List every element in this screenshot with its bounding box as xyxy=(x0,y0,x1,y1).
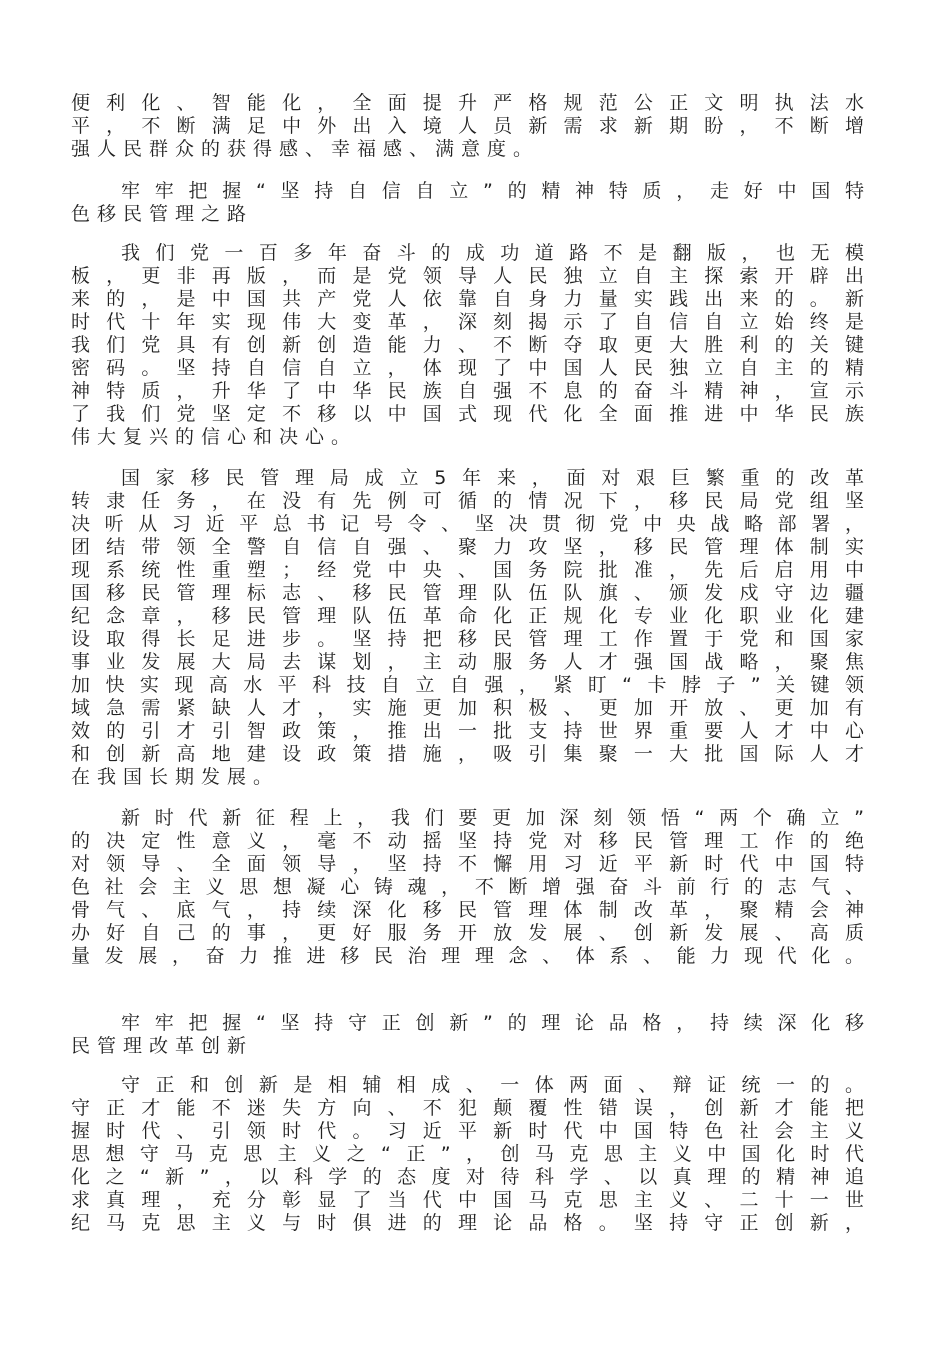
text-line: 求真理，充分彰显了当代中国马克思主义、二十一世 xyxy=(71,1189,871,1211)
text-line: 现系统性重塑；经党中央、国务院批准，先后启用中 xyxy=(71,559,871,581)
text-line: 握时代、引领时代。习近平新时代中国特色社会主义 xyxy=(71,1120,871,1142)
text-line: 了我们党坚定不移以中国式现代化全面推进中华民族 xyxy=(71,403,871,425)
section-heading-line: 民管理改革创新 xyxy=(71,1035,254,1057)
document-page xyxy=(71,92,871,1292)
text-line: 色社会主义思想凝心铸魂，不断增强奋斗前行的志气、 xyxy=(71,876,871,898)
text-line: 纪念章，移民管理队伍革命化正规化专业化职业化建 xyxy=(71,605,871,627)
text-line: 密码。坚持自信自立，体现了中国人民独立自主的精 xyxy=(71,357,871,379)
text-line: 事业发展大局去谋划，主动服务人才强国战略，聚焦 xyxy=(71,651,871,673)
text-line: 对领导、全面领导，坚持不懈用习近平新时代中国特 xyxy=(71,853,871,875)
text-line: 伟大复兴的信心和决心。 xyxy=(71,426,358,448)
text-line: 我们党具有创新创造能力、不断夺取更大胜利的关键 xyxy=(71,334,871,356)
text-line: 国家移民管理局成立5年来，面对艰巨繁重的改革 xyxy=(121,467,871,489)
text-line: 我们党一百多年奋斗的成功道路不是翻版，也无模 xyxy=(121,242,871,264)
text-line: 加快实现高水平科技自立自强，紧盯“卡脖子”关键领 xyxy=(71,674,871,696)
text-line: 和创新高地建设政策措施，吸引集聚一大批国际人才 xyxy=(71,743,871,765)
text-line: 时代十年实现伟大变革，深刻揭示了自信自立始终是 xyxy=(71,311,871,333)
text-line: 域急需紧缺人才，实施更加积极、更加开放、更加有 xyxy=(71,697,871,719)
text-line: 办好自己的事，更好服务开放发展、创新发展、高质 xyxy=(71,922,871,944)
text-line: 平，不断满足中外出入境人员新需求新期盼，不断增 xyxy=(71,115,871,137)
text-line: 在我国长期发展。 xyxy=(71,766,280,788)
section-heading-line: 牢牢把握“坚持自信自立”的精神特质，走好中国特 xyxy=(121,180,871,202)
text-line: 转隶任务，在没有先例可循的情况下，移民局党组坚 xyxy=(71,490,871,512)
text-line: 神特质，升华了中华民族自强不息的奋斗精神，宣示 xyxy=(71,380,871,402)
text-line: 的决定性意义，毫不动摇坚持党对移民管理工作的绝 xyxy=(71,830,871,852)
text-line: 骨气、底气，持续深化移民管理体制改革，聚精会神 xyxy=(71,899,871,921)
text-line: 强人民群众的获得感、幸福感、满意度。 xyxy=(71,138,540,160)
section-heading-line: 色移民管理之路 xyxy=(71,203,254,225)
text-line: 新时代新征程上，我们要更加深刻领悟“两个确立” xyxy=(121,807,871,829)
text-line: 化之“新”，以科学的态度对待科学、以真理的精神追 xyxy=(71,1166,871,1188)
text-line: 决听从习近平总书记号令、坚决贯彻党中央战略部署， xyxy=(71,513,871,535)
text-line: 纪马克思主义与时俱进的理论品格。坚持守正创新， xyxy=(71,1212,871,1234)
text-line: 守正才能不迷失方向、不犯颠覆性错误，创新才能把 xyxy=(71,1097,871,1119)
text-line: 设取得长足进步。坚持把移民管理工作置于党和国家 xyxy=(71,628,871,650)
text-line: 守正和创新是相辅相成、一体两面、辩证统一的。 xyxy=(121,1074,871,1096)
text-line: 团结带领全警自信自强、聚力攻坚，移民管理体制实 xyxy=(71,536,871,558)
text-line: 便利化、智能化，全面提升严格规范公正文明执法水 xyxy=(71,92,871,114)
text-line: 国移民管理标志、移民管理队伍队旗、颁发戍守边疆 xyxy=(71,582,871,604)
section-heading-line: 牢牢把握“坚持守正创新”的理论品格，持续深化移 xyxy=(121,1012,871,1034)
text-line: 效的引才引智政策，推出一批支持世界重要人才中心 xyxy=(71,720,871,742)
text-line: 思想守马克思主义之“正”，创马克思主义中国化时代 xyxy=(71,1143,871,1165)
text-line: 来的，是中国共产党人依靠自身力量实践出来的。新 xyxy=(71,288,871,310)
text-line: 板，更非再版，而是党领导人民独立自主探索开辟出 xyxy=(71,265,871,287)
text-line: 量发展，奋力推进移民治理理念、体系、能力现代化。 xyxy=(71,945,871,967)
